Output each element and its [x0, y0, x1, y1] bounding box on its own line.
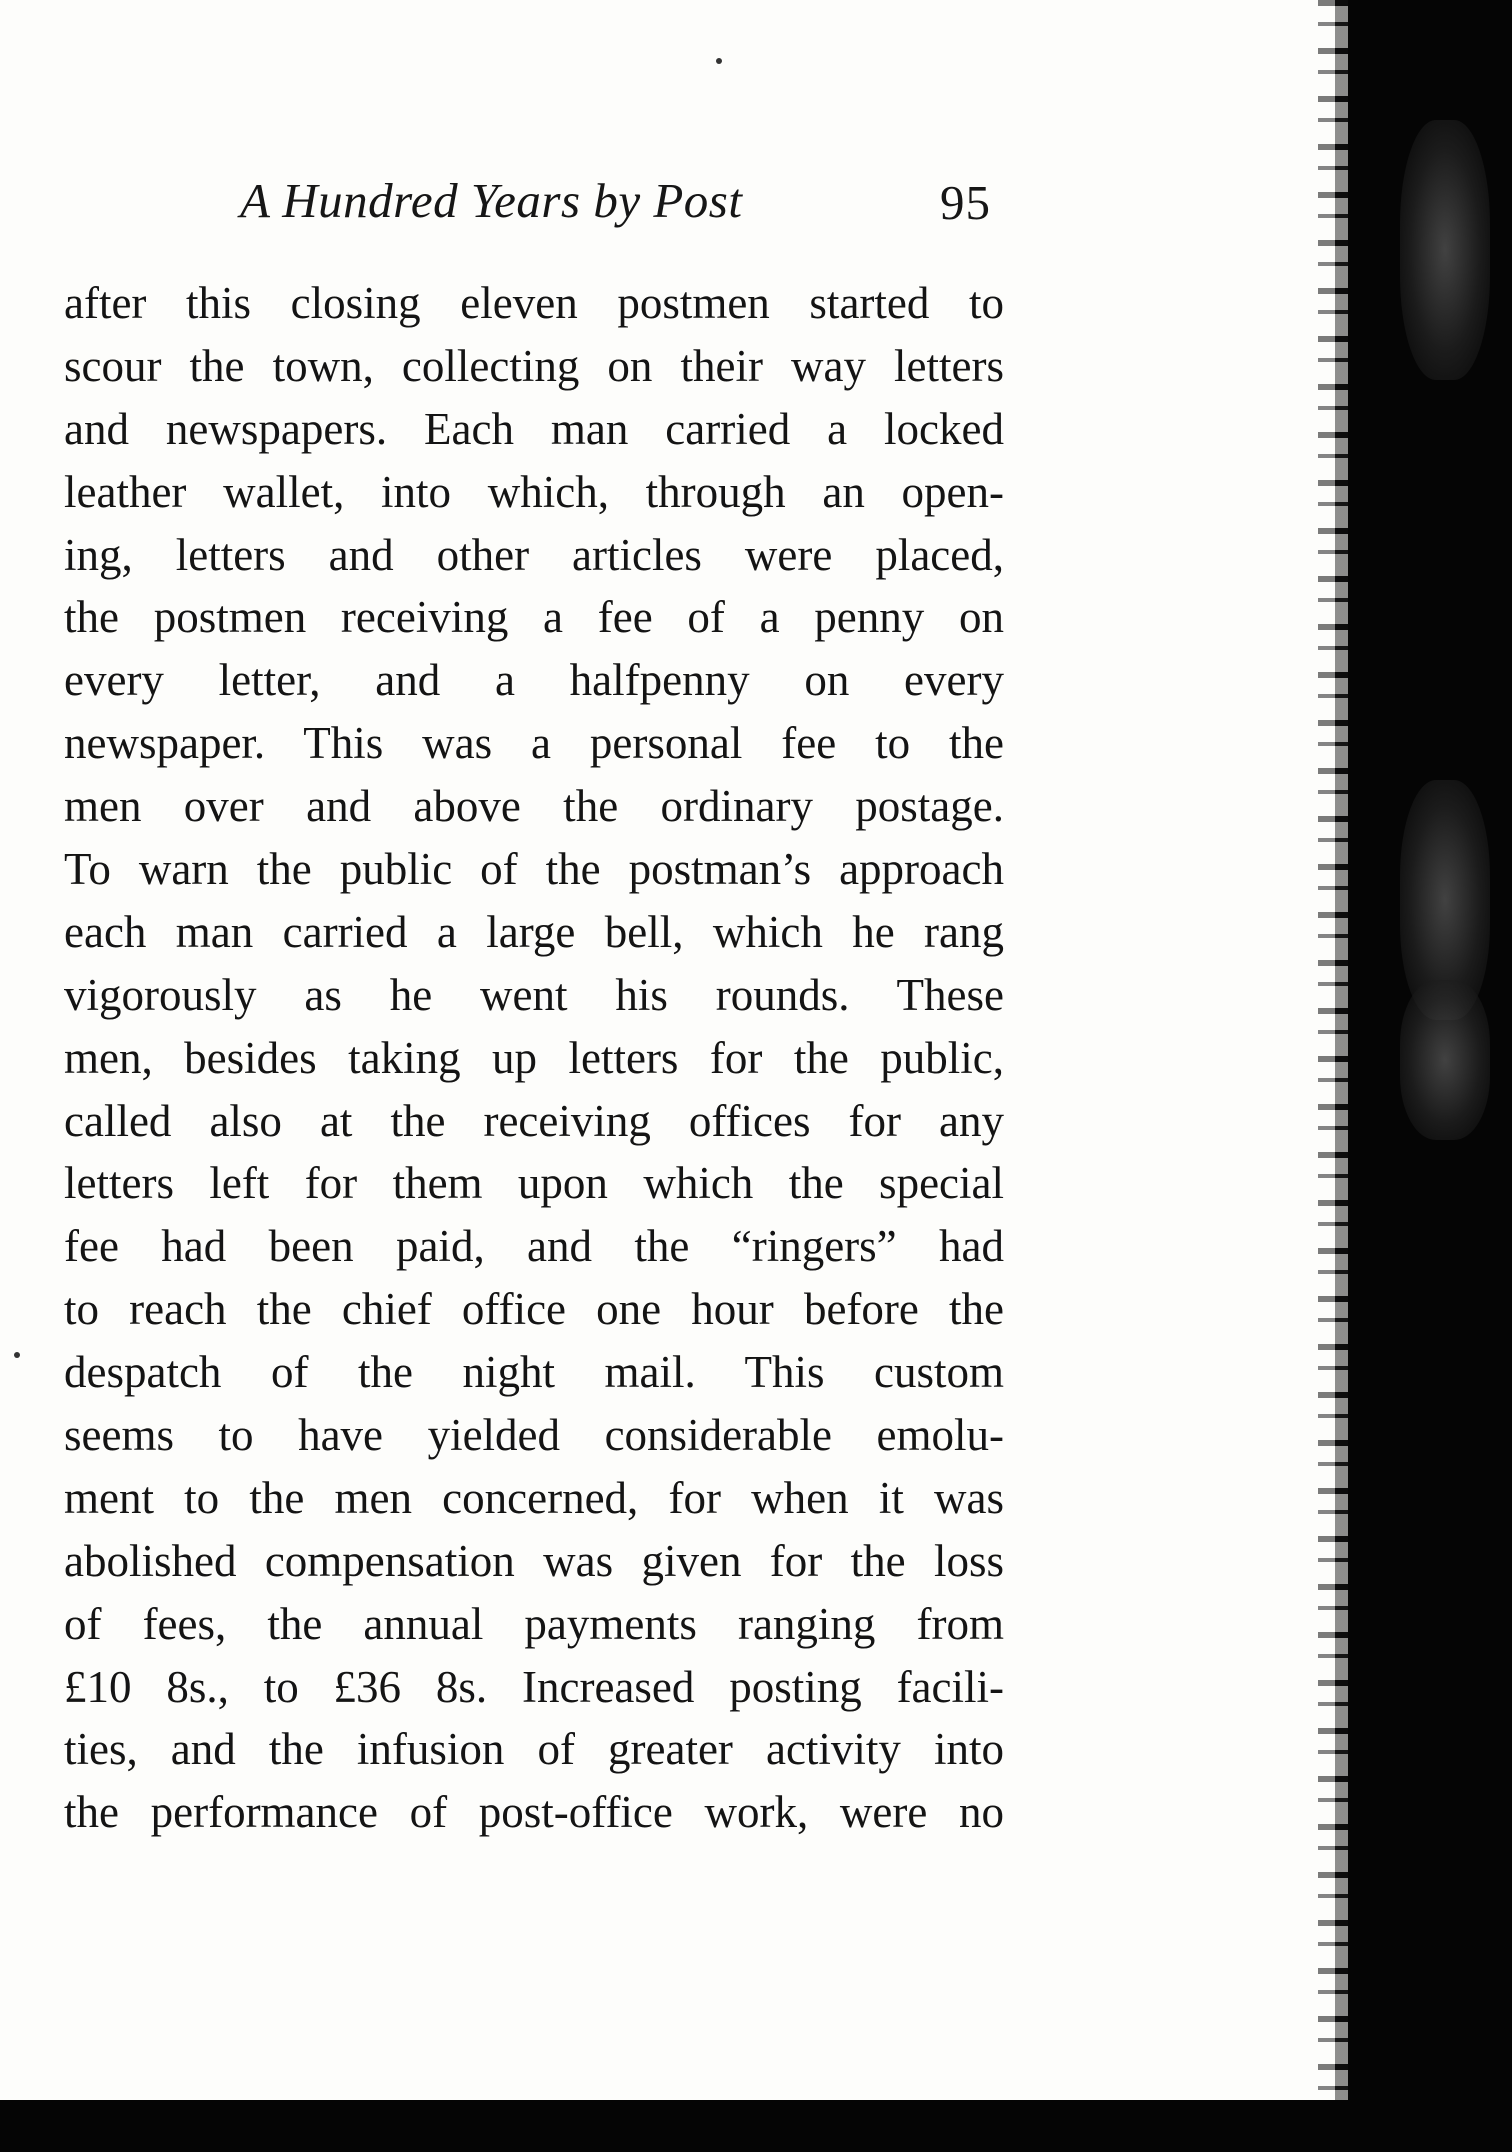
text-line: abolished compensation was given for the loss — [64, 1535, 1004, 1586]
text-line: leather wallet, into which, through an open- — [64, 466, 1004, 517]
text-line: ing, letters and other articles were placed, — [64, 529, 1004, 580]
text-line: men over and above the ordinary postage. — [64, 781, 1004, 832]
text-line: letters left for them upon which the special — [64, 1158, 1004, 1209]
scan-speckle — [1400, 980, 1490, 1140]
text-line: called also at the receiving offices for any — [64, 1095, 1004, 1146]
text-line: to reach the chief office one hour before the — [64, 1284, 1004, 1335]
running-head — [240, 172, 1000, 242]
text-line: and newspapers. Each man carried a locked — [64, 403, 1004, 454]
text-line: seems to have yielded considerable emolu- — [64, 1410, 1004, 1461]
text-line: men, besides taking up letters for the public, — [64, 1032, 1004, 1083]
text-line: every letter, and a halfpenny on every — [64, 655, 1004, 706]
page-number: 95 — [940, 175, 991, 230]
scan-edge-noise — [1318, 0, 1348, 2152]
text-line: vigorously as he went his rounds. These — [64, 969, 1004, 1020]
text-line: scour the town, collecting on their way letters — [64, 340, 1004, 391]
text-line: £10 8s., to £36 8s. Increased posting facili- — [64, 1661, 1004, 1712]
scan-dot — [716, 58, 722, 64]
scan-speckle — [1400, 120, 1490, 380]
scan-dark-bottom — [0, 2100, 1512, 2152]
text-line: ties, and the infusion of greater activity into — [64, 1724, 1004, 1775]
text-line: the performance of post-office work, were no — [64, 1787, 1004, 1838]
body-text — [64, 272, 1004, 1844]
text-line: To warn the public of the postman’s approach — [64, 844, 1004, 895]
text-line: the postmen receiving a fee of a penny on — [64, 592, 1004, 643]
text-line: each man carried a large bell, which he rang — [64, 906, 1004, 957]
text-line: fee had been paid, and the “ringers” had — [64, 1221, 1004, 1272]
text-line: despatch of the night mail. This custom — [64, 1347, 1004, 1398]
text-line: newspaper. This was a personal fee to the — [64, 718, 1004, 769]
text-line: of fees, the annual payments ranging from — [64, 1598, 1004, 1649]
text-line: after this closing eleven postmen started to — [64, 278, 1004, 328]
text-line: ment to the men concerned, for when it was — [64, 1472, 1004, 1523]
scan-dot — [14, 1352, 20, 1358]
running-title: A Hundred Years by Post — [240, 173, 743, 228]
